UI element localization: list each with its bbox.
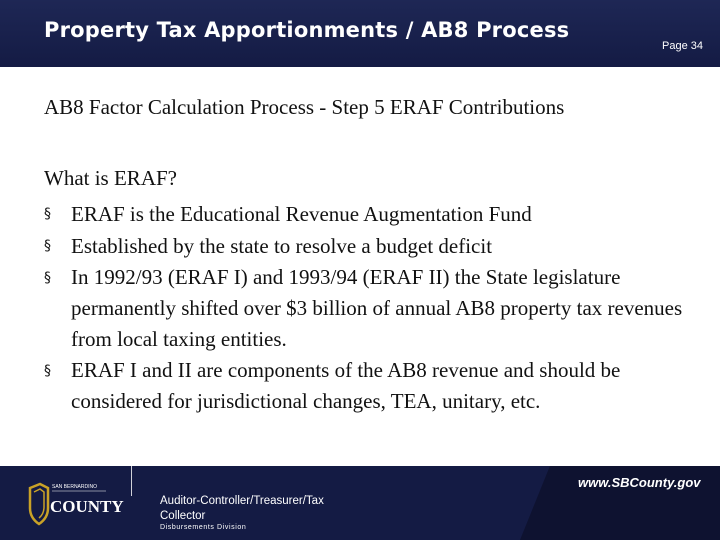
department-name: Auditor-Controller/Treasurer/Tax Collector (160, 495, 324, 522)
website-link[interactable]: www.SBCounty.gov (578, 475, 701, 490)
bullet-marker-icon: § (44, 238, 51, 254)
header-bar (0, 0, 720, 67)
bullet-marker-icon: § (44, 363, 51, 379)
logo-top-text: SAN BERNARDINO (52, 484, 98, 490)
footer-divider (131, 462, 132, 496)
bullet-list (44, 198, 684, 417)
bullet-item (44, 355, 684, 417)
division-name: Disbursements Division (160, 524, 247, 531)
county-logo-icon (28, 478, 124, 526)
logo-main-text: COUNTY (50, 497, 124, 516)
page-number: Page 34 (662, 40, 703, 52)
bullet-text: ERAF I and II are components of the AB8 revenue and should be considered for jurisdictional changes, TEA, unitary, etc. (71, 358, 621, 413)
bullet-text: In 1992/93 (ERAF I) and 1993/94 (ERAF II) the State legislature permanently shifted over $3 billion of annual AB8 property tax revenues from local taxing entities. (71, 265, 683, 351)
slide-subtitle: AB8 Factor Calculation Process - Step 5 ERAF Contributions (44, 95, 565, 119)
question-heading: What is ERAF? (44, 166, 177, 190)
slide-title: Property Tax Apportionments / AB8 Process (44, 18, 570, 42)
bullet-item (44, 198, 684, 230)
bullet-text: ERAF is the Educational Revenue Augmentation Fund (71, 202, 532, 226)
bullet-item (44, 262, 684, 355)
bullet-item (44, 230, 684, 262)
bullet-marker-icon: § (44, 206, 51, 222)
bullet-marker-icon: § (44, 270, 51, 286)
bullet-text: Established by the state to resolve a budget deficit (71, 234, 493, 258)
